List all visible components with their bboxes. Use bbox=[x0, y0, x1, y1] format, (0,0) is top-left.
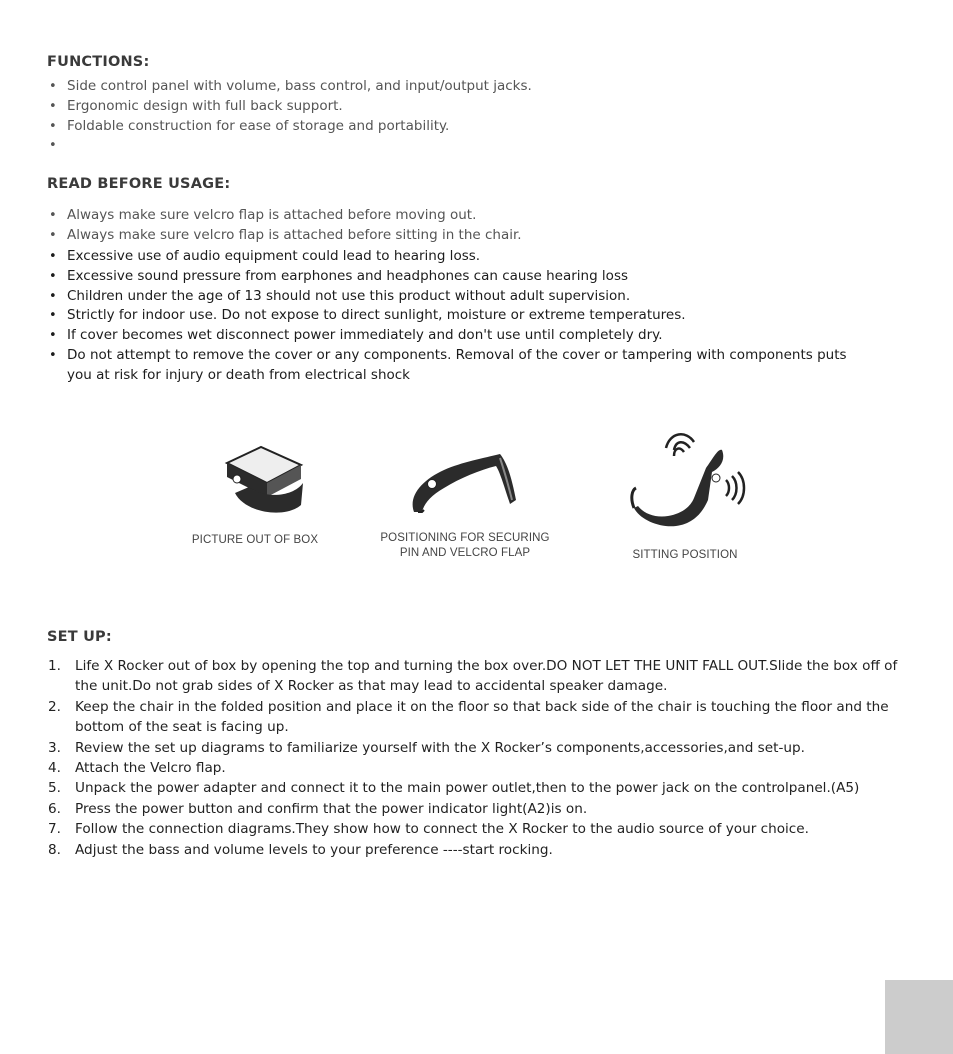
list-item: • Ergonomic design with full back support. bbox=[49, 97, 343, 114]
list-item: • Always make sure velcro flap is attached before moving out. bbox=[49, 207, 477, 223]
figure-out-of-box bbox=[180, 435, 330, 548]
page-corner-tab bbox=[885, 980, 953, 1054]
list-item: 5. Unpack the power adapter and connect it to the main power outlet,then to the power jack on the controlpanel.(A5) bbox=[48, 780, 860, 797]
list-item: 6. Press the power button and confirm that the power indicator light(A2)is on. bbox=[48, 800, 588, 817]
list-item: • Do not attempt to remove the cover or any components. Removal of the cover or tampering with components puts you at risk for injury or death from electrical shock bbox=[49, 346, 847, 383]
figure-caption: SITTING POSITION bbox=[632, 549, 738, 561]
list-item: • Excessive use of audio equipment could lead to hearing loss. bbox=[49, 248, 481, 264]
folded-chair-icon bbox=[205, 435, 305, 525]
list-item: • Side control panel with volume, bass control, and input/output jacks. bbox=[49, 78, 532, 94]
list-item: • Strictly for indoor use. Do not expose to direct sunlight, moisture or extreme temperatures. bbox=[49, 307, 686, 324]
sitting-chair-sound-icon bbox=[620, 428, 750, 538]
list-item: • Foldable construction for ease of storage and portability. bbox=[49, 117, 450, 134]
usage-notes-list bbox=[47, 206, 907, 246]
figure-caption: PICTURE OUT OF BOX bbox=[191, 534, 319, 546]
setup-heading: SET UP: bbox=[47, 629, 112, 645]
list-item: 3. Review the set up diagrams to familiarize yourself with the X Rocker’s components,accessories,and set-up. bbox=[48, 739, 805, 756]
chair-pin-velcro-icon bbox=[400, 440, 530, 525]
functions-list: • Side control panel with volume, bass control, and input/output jacks. • Ergonomic design with full back support. • Foldable construction for ease of storage and portability. • bbox=[47, 77, 907, 136]
functions-heading: FUNCTIONS: bbox=[47, 54, 150, 70]
figure-caption: POSITIONING FOR SECURING PIN AND VELCRO FLAP bbox=[380, 532, 550, 559]
figure-sitting bbox=[610, 428, 760, 563]
setup-steps-list bbox=[47, 656, 911, 860]
figure-positioning bbox=[370, 440, 560, 561]
read-before-usage-heading: READ BEFORE USAGE: bbox=[47, 176, 231, 192]
list-item: 1. Life X Rocker out of box by opening the top and turning the box over.DO NOT LET THE UNIT FALL OUT.Slide the box off of the unit.Do not grab sides of X Rocker as that may lead to accidental speaker damage. bbox=[48, 658, 898, 695]
list-item: 2. Keep the chair in the folded position and place it on the floor so that back side of the chair is touching the floor and the bottom of the seat is facing up. bbox=[48, 698, 889, 736]
list-item: • Excessive sound pressure from earphones and headphones can cause hearing loss bbox=[49, 267, 629, 284]
list-item: • Children under the age of 13 should not use this product without adult supervision. bbox=[49, 287, 631, 304]
list-item: 8. Adjust the bass and volume levels to your preference ----start rocking. bbox=[48, 841, 553, 858]
list-item: 7. Follow the connection diagrams.They show how to connect the X Rocker to the audio source of your choice. bbox=[48, 821, 809, 838]
list-item: • Always make sure velcro flap is attached before sitting in the chair. bbox=[49, 226, 522, 243]
warnings-list bbox=[47, 247, 857, 386]
list-item: • If cover becomes wet disconnect power immediately and don't use until completely dry. bbox=[49, 327, 663, 344]
list-item: 4. Attach the Velcro flap. bbox=[48, 760, 226, 777]
